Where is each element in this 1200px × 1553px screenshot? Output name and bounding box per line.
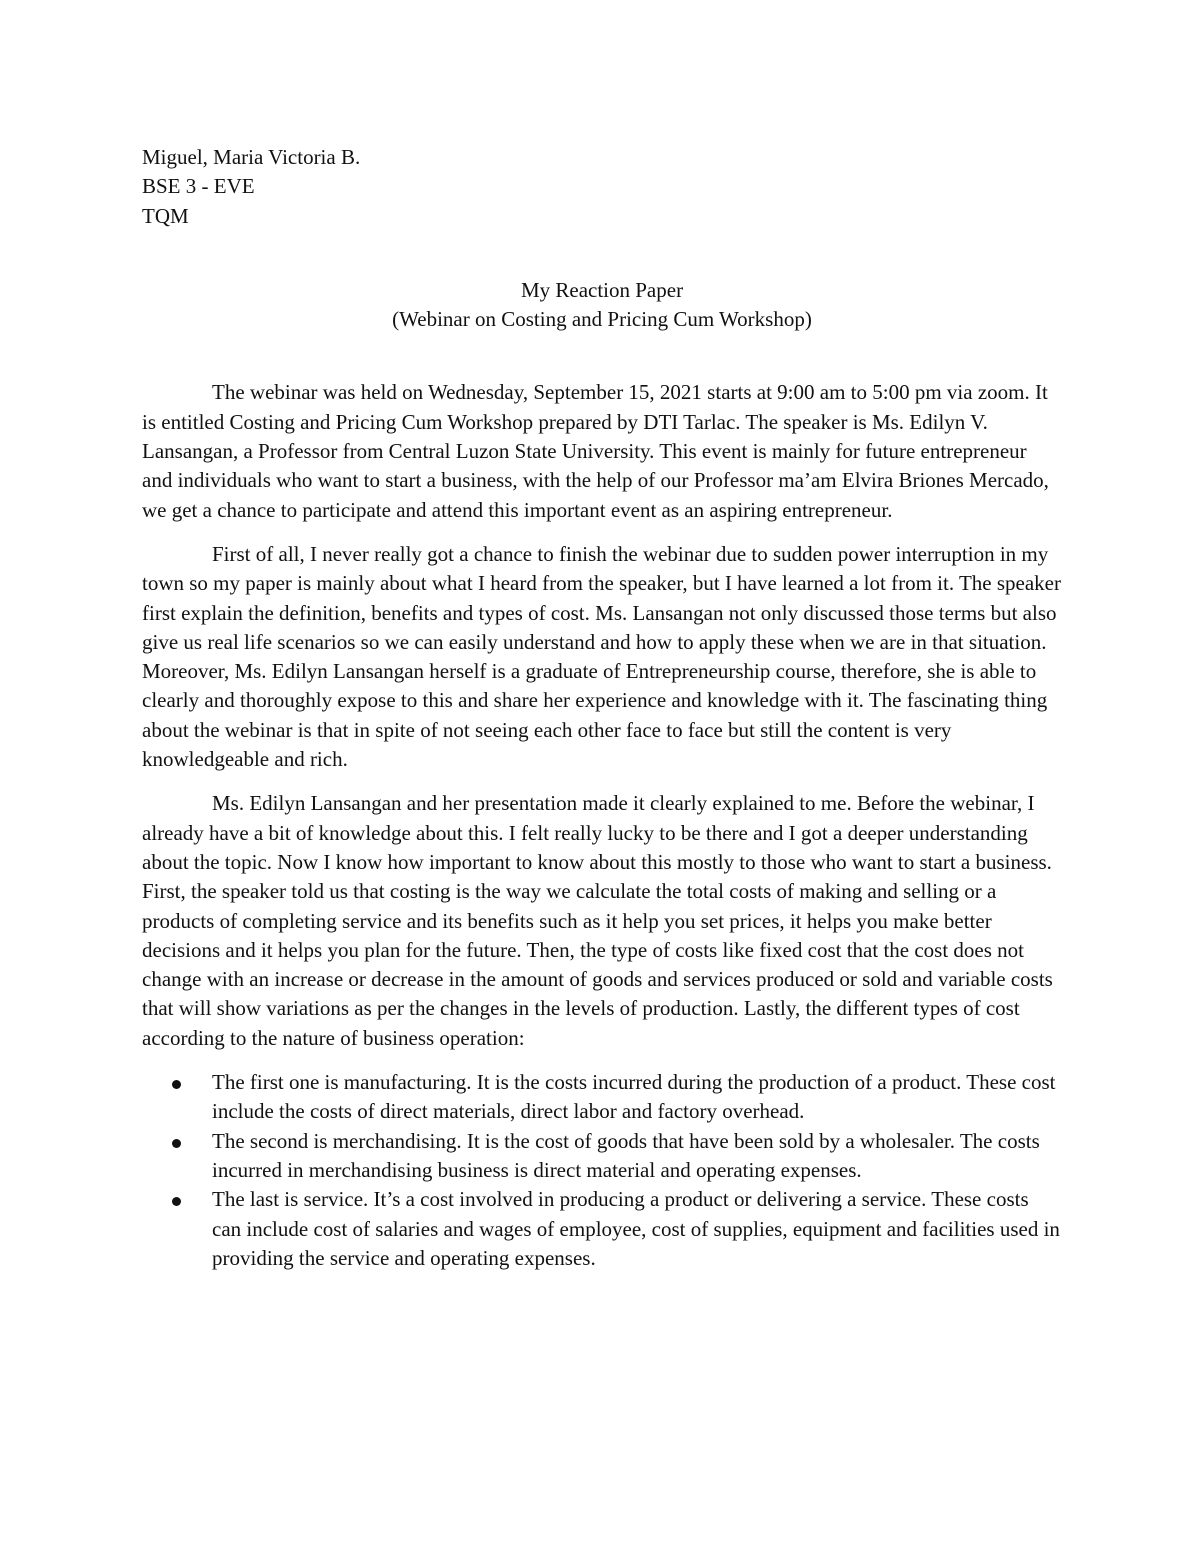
cost-types-list [142, 1068, 1062, 1273]
paragraph-experience: First of all, I never really got a chance to finish the webinar due to sudden power interruption in my town so my paper is mainly about what I heard from the speaker, but I have learned a lot from it. The speaker first explain the definition, benefits and types of cost. Ms. Lansangan not only discussed those terms but also give us real life scenarios so we can easily understand and how to apply these when we are in that situation. Moreover, Ms. Edilyn Lansangan herself is a graduate of Entrepreneurship course, therefore, she is able to clearly and thoroughly expose to this and share her experience and knowledge with it. The fascinating thing about the webinar is that in spite of not seeing each other face to face but still the content is very knowledgeable and rich. [142, 541, 1061, 772]
list-item-text: The first one is manufacturing. It is the costs incurred during the production of a product. These cost include the costs of direct materials, direct labor and factory overhead. [212, 1070, 1056, 1124]
list-item-merchandising [142, 1127, 1062, 1186]
list-item-manufacturing [142, 1068, 1062, 1127]
student-name: Miguel, Maria Victoria B. [142, 145, 361, 169]
subject-code: TQM [142, 203, 189, 228]
title-subtitle: (Webinar on Costing and Pricing Cum Workshop) [392, 307, 812, 332]
list-item-service [142, 1185, 1062, 1273]
student-header [142, 143, 1062, 231]
title-main: My Reaction Paper [520, 277, 684, 302]
bullet-icon [172, 1197, 181, 1206]
paper-title [142, 276, 1062, 335]
list-item-text: The last is service. It’s a cost involved in producing a product or delivering a service. These costs can include cost of salaries and wages of employee, cost of supplies, equipment and facilities used in providing the service and operating expenses. [212, 1187, 1060, 1270]
bullet-icon [172, 1139, 181, 1148]
document-page [142, 143, 1062, 1273]
list-item-text: The second is merchandising. It is the cost of goods that have been sold by a wholesaler. The costs incurred in merchandising business is direct material and operating expenses. [212, 1128, 1040, 1182]
student-section: BSE 3 - EVE [142, 174, 255, 199]
paragraph-learnings: Ms. Edilyn Lansangan and her presentation made it clearly explained to me. Before the webinar, I already have a bit of knowledge about this. I felt really lucky to be there and I got a deeper understanding about the topic. Now I know how important to know about this mostly to those who want to start a business. First, the speaker told us that costing is the way we calculate the total costs of making and selling or a products of completing service and its benefits such as it help you set prices, it helps you make better decisions and it helps you plan for the future. Then, the type of costs like fixed cost that the cost does not change with an increase or decrease in the amount of goods and services produced or sold and variable costs that will show variations as per the changes in the levels of production. Lastly, the different types of cost according to the nature of business operation: [142, 791, 1053, 1050]
bullet-icon [172, 1080, 181, 1089]
paragraph-intro: The webinar was held on Wednesday, September 15, 2021 starts at 9:00 am to 5:00 pm via zoom. It is entitled Costing and Pricing Cum Workshop prepared by DTI Tarlac. The speaker is Ms. Edilyn V. Lansangan, a Professor from Central Luzon State University. This event is mainly for future entrepreneur and individuals who want to start a business, with the help of our Professor ma’am Elvira Briones Mercado, we get a chance to participate and attend this important event as an aspiring entrepreneur. [142, 380, 1049, 522]
